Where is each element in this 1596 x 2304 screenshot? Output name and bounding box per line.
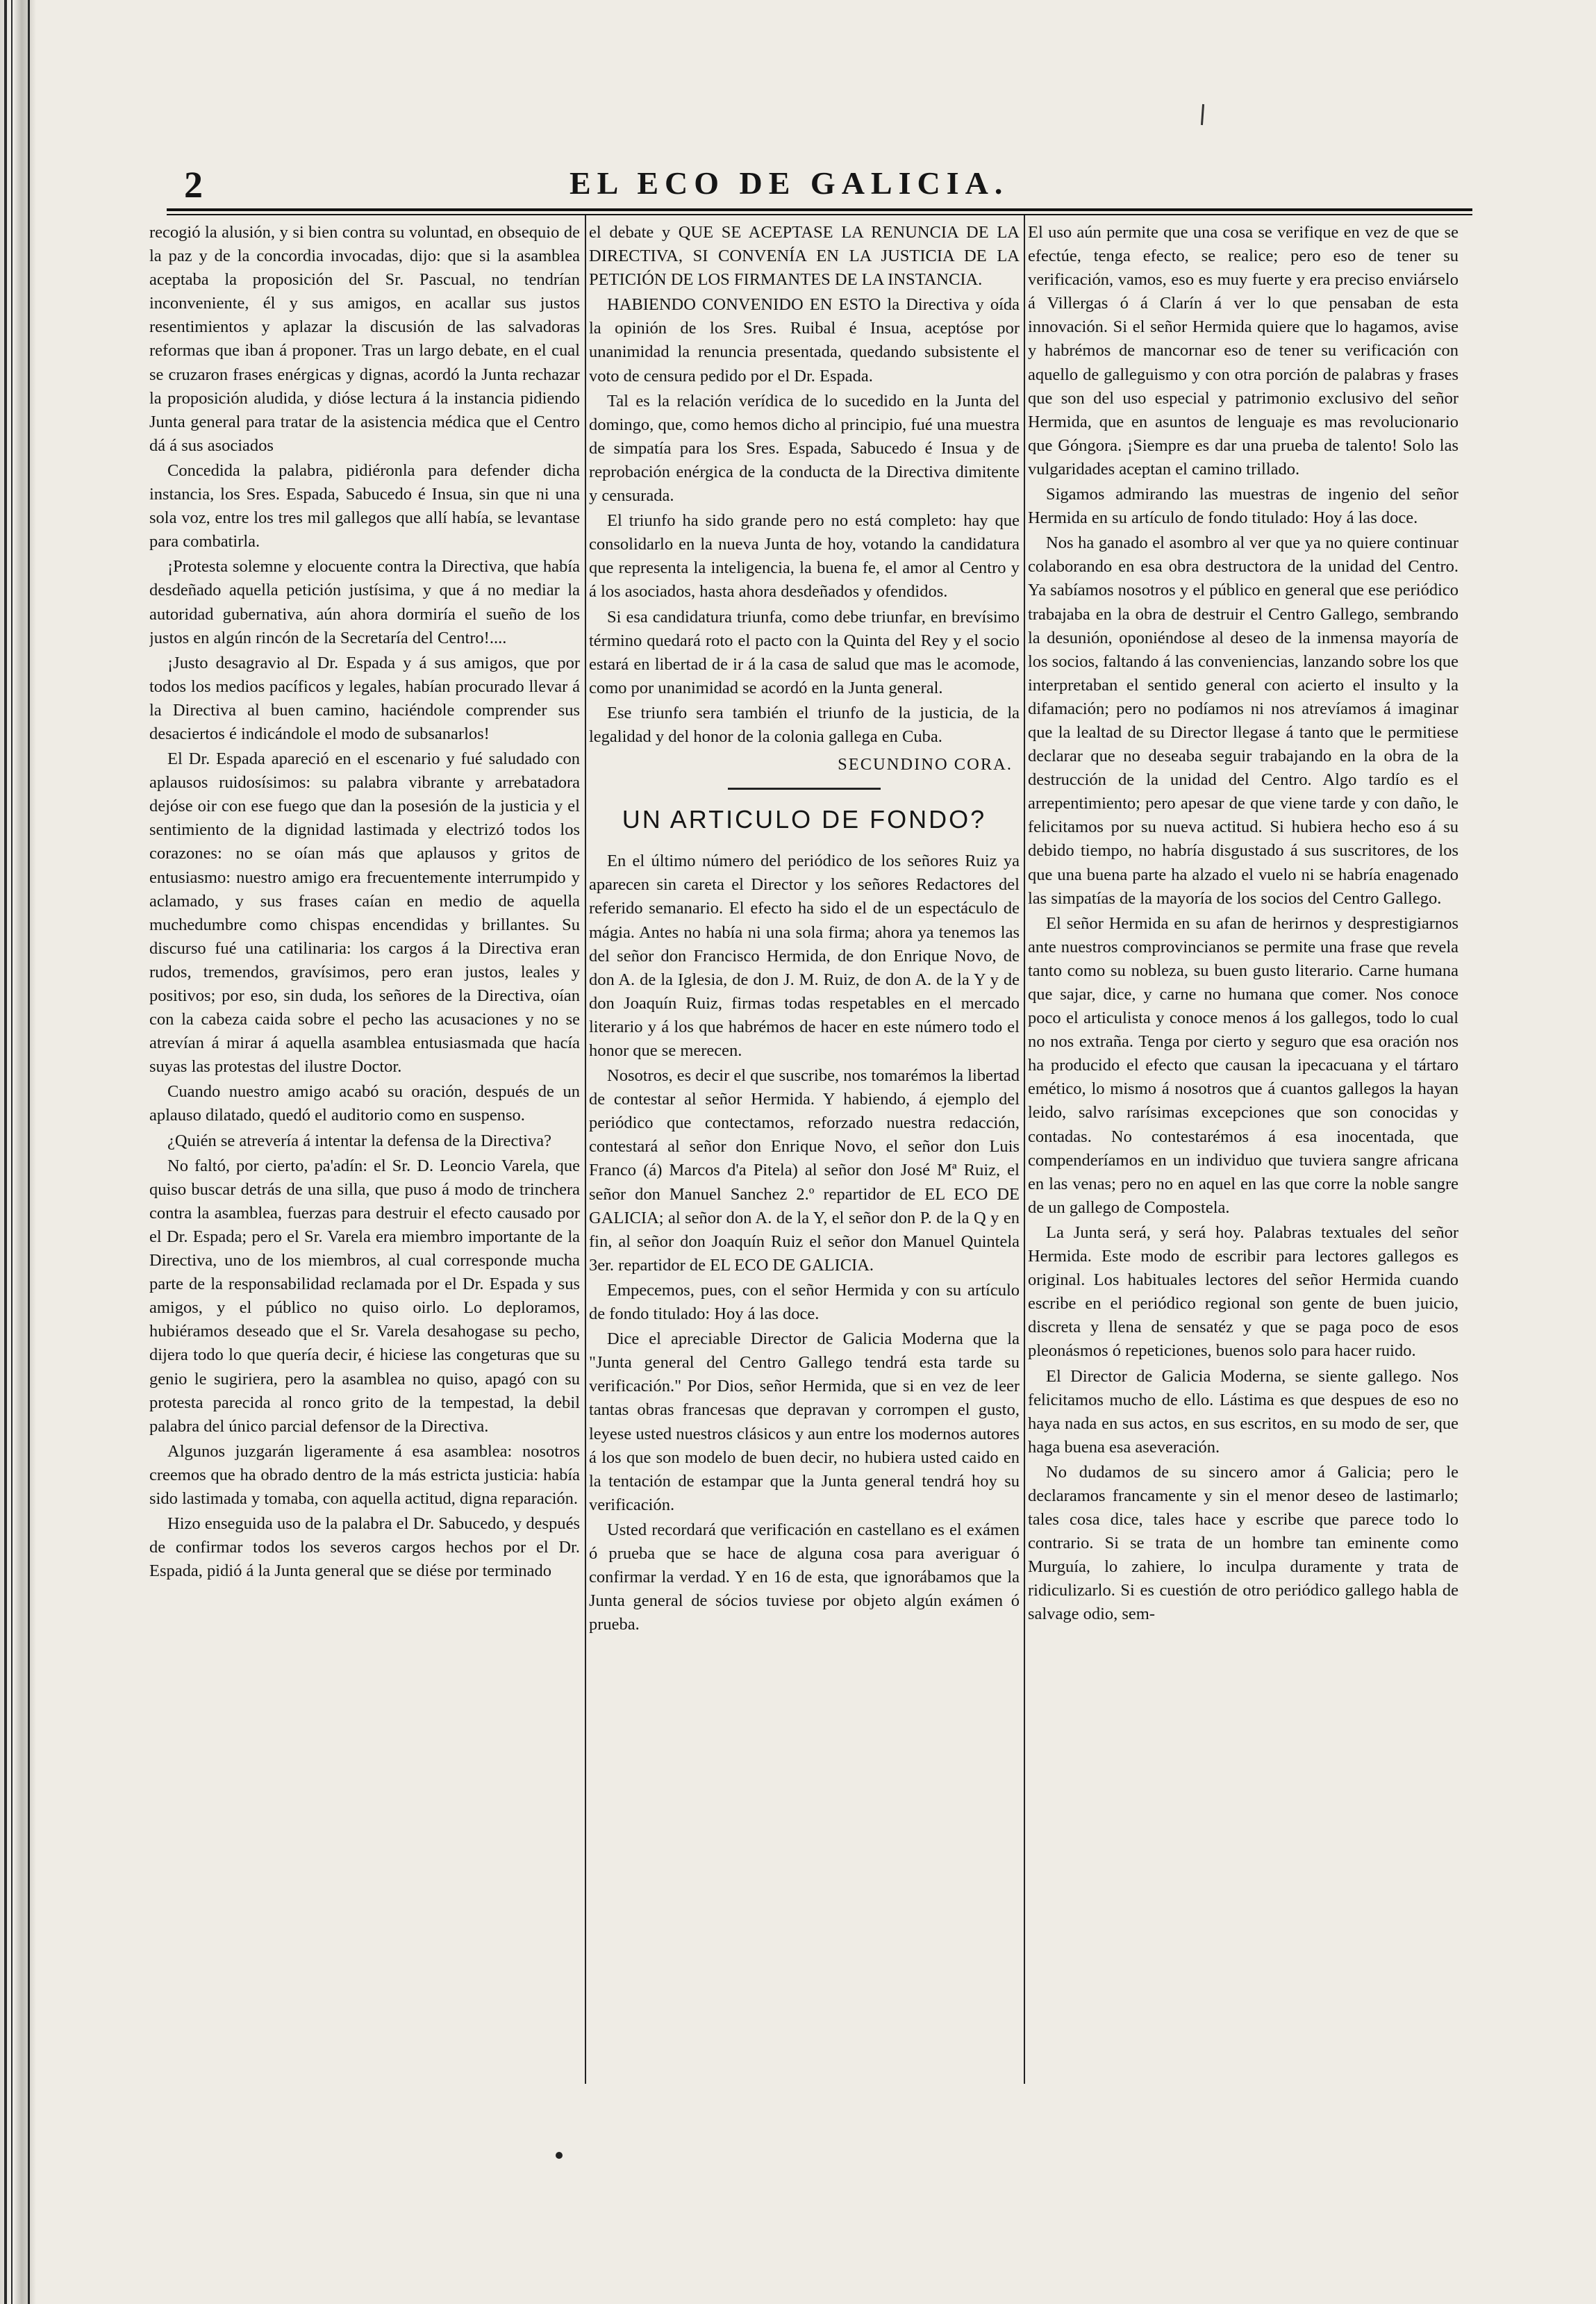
paragraph: recogió la alusión, y si bien contra su voluntad, en obsequio de la paz y de la concordia invocadas, dijo: que si la asamblea aceptaba la proposición del Sr. Pascual, no tendrían inconveniente, él y sus amigos, en acallar sus justos resentimientos y aplazar la discusión de las salvadoras reformas que iban á proponer. Tras un largo debate, en el cual se cruzaron frases enérgicas y dignas, acordó la Junta rechazar la proposición aludida, y dióse lectura á la instancia pidiendo Junta general para tratar de la asistencia médica que el Centro dá á sus asociados [149,223,580,455]
binding-line [4,0,7,2304]
binding-line [11,0,13,2304]
paragraph: El señor Hermida en su afan de herirnos y desprestigiarnos ante nuestros comprovincianos se permite una frase que revela tanto como su nobleza, su buen gusto literario. Carne humana que sajar, dice, y carne no humana que comer. Nos conoce poco el articulista y conoce menos á los gallegos, todo lo cual no nos extraña. Tenga por cierto y seguro que esa oración nos ha producido el efecto que causan la ipecacuana y el tártaro emético, lo mismo á nosotros que á cuantos gallegos la hayan leido, salvo rarísimas excepciones que son conocidas y contadas. No contestarémos á esa inocentada, que compenderíamos en un individuo que tuviera sangre africana en las venas; pero no en aquel en las que corre la noble sangre de un gallego de Compostela. [1028,913,1458,1217]
paragraph: No dudamos de su sincero amor á Galicia; pero le declaramos francamente y sin el menor deseo de lastimarlo; tales cosa dice, tales hace y escribe que parece todo lo contrario. Si se trata de un hombre tan eminente como Murguía, lo zahiere, lo inculpa duramente y trata de ridiculizarlo. Si es cuestión de otro periódico gallego habla de salvage odio, sem- [1028,1462,1458,1624]
masthead-title: EL ECO DE GALICIA. [570,165,1009,201]
paragraph: Nosotros, es decir el que suscribe, nos tomarémos la libertad de contestar al señor Hermida. Y habiendo, á ejemplo del periódico que contectamos, reforzado nuestra redacción, contestará al señor don Enrique Novo, el señor don Luis Franco (á) Marcos d'a Pitela) al señor don José Mª Ruiz, el señor don Manuel Sanchez 2.º repartidor de EL ECO DE GALICIA; al señor don A. de la Y, el señor don P. de la Q y en fin, al señor don Joaquín Ruiz el señor don Manuel Quintela 3er. repartidor de EL ECO DE GALICIA. [589,1066,1020,1275]
paragraph: Sigamos admirando las muestras de ingenio del señor Hermida en su artículo de fondo titulado: Hoy á las doce. [1028,485,1458,528]
paragraph: El Director de Galicia Moderna, se siente gallego. Nos felicitamos mucho de ello. Lástima es que despues de eso no haya nada en sus actos, en sus escritos, en su modo de ser, que haga buena esa aseveración. [1028,1366,1458,1457]
paragraph: El uso aún permite que una cosa se verifique en vez de que se efectúe, tenga efecto, se realice; pero eso de tener su verificación, vamos, eso es muy fuerte y era preciso enviárselo á Villergas ó á Clarín á ver lo que pensaban de esta innovación. Si el señor Hermida quiere que lo hagamos, avise y habrémos de mancornar eso de tener su verificación con aquello de galleguismo y con otra porción de palabras y frases que son del uso especial y patrimonio exclusivo del señor Hermida, que en asuntos de lenguaje es mas revolucionario que Góngora. ¡Siempre es dar una prueba de talento! Solo las vulgaridades aceptan el camino trillado. [1028,223,1458,479]
ink-spot [556,2152,563,2159]
paragraph: ¿Quién se atrevería á intentar la defensa de la Directiva? [167,1131,551,1150]
page-header [167,163,1472,205]
paragraph: El triunfo ha sido grande pero no está completo: hay que consolidarlo en la nueva Junta de hoy, votando la candidatura que representa la inteligencia, la buena fe, el amor al Centro y á los asociados, hasta ahora desdeñados y ofendidos. [589,511,1020,602]
paragraph: el debate y QUE SE ACEPTASE LA RENUNCIA DE LA DIRECTIVA, SI CONVENÍA EN LA JUSTICIA DE LA PETICIÓN DE LOS FIRMANTES DE LA INSTANCIA. [589,223,1020,290]
binding-line [28,0,30,2304]
paragraph: Ese triunfo sera también el triunfo de la justicia, de la legalidad y del honor de la colonia gallega en Cuba. [589,703,1020,746]
header-rule-thin [167,214,1472,215]
header-rule [167,208,1472,211]
column-divider [1024,215,1025,2084]
ink-mark [1201,104,1204,125]
page-number: 2 [184,164,203,206]
column-divider [585,215,586,2084]
column-3 [1028,221,1458,2082]
paragraph: No faltó, por cierto, pa'adín: el Sr. D. Leoncio Varela, que quiso buscar detrás de una silla, que puso á modo de trinchera contra la asamblea, fuerzas para destruir el efecto causado por el Dr. Espada; pero el Sr. Varela era miembro importante de la Directiva, uno de los miembros, al cual corresponde mucha parte de la responsabilidad reclamada por el Dr. Espada y sus amigos, y el público no quiso oirlo. Lo deploramos, hubiéramos deseado que el Sr. Varela desahogase su pecho, dijera todo lo que quería decir, é hiciese las congeturas que su genio le sugiriera, pero la asamblea no quiso, apagó con su protesta parecida al ronco grito de la tempestad, la debil palabra del único parcial defensor de la Directiva. [149,1156,580,1436]
paragraph: La Junta será, y será hoy. Palabras textuales del señor Hermida. Este modo de escribir para lectores gallegos es original. Los habituales lectores del señor Hermida cuando escribe en el periódico regional son gente de buen juicio, discreta y llena de sensatéz y que se paga poco de esos pleonásmos ó repeticiones, buenos solo para hacer ruido. [1028,1223,1458,1361]
article-signature: SECUNDINO CORA. [838,755,1013,774]
paragraph: Concedida la palabra, pidiéronla para defender dicha instancia, los Sres. Espada, Sabucedo é Insua, sin que ni una sola voz, entre los tres mil gallegos que allí había, se levantase para combatirla. [149,461,580,552]
column-2 [589,221,1020,2082]
paragraph: Si esa candidatura triunfa, como debe triunfar, en brevísimo término quedará roto el pacto con la Quinta del Rey y el socio estará en libertad de ir á la casa de salud que mas le acomode, como por unanimidad se acordó en la Junta general. [589,607,1020,697]
paragraph: Nos ha ganado el asombro al ver que ya no quiere continuar colaborando en esa obra destructora de la unidad del Centro. Ya sabíamos nosotros y el público en general que ese periódico trabajaba en la obra de destruir el Centro Gallego, sembrando la desunión, oponiéndose al deseo de la inmensa mayoría de los socios, faltando á las conveniencias, lanzando sobre los que interpretaban el sentido general con acierto el insulto y la difamación; pero no podíamos ni nos atrevíamos á imaginar que la lealtad de su Director llegase á tanto que le permitiese declarar que no deseaba seguir trabajando en la obra de la destrucción de la unidad del Centro. Algo tardío es el arrepentimiento; pero apesar de que viene tarde y con daño, le felicitamos por su nueva actitud. Si hubiera hecho eso á su debido tiempo, no habría disgustado á sus suscritores, de los que una buena parte ha alzado el vuelo ni se habría enagenado las simpatías de la mayoría de los socios del Centro Gallego. [1028,533,1458,908]
paragraph: HABIENDO CONVENIDO EN ESTO la Directiva y oída la opinión de los Sres. Ruibal é Insua, aceptóse por unanimidad la renuncia presentada, quedando subsistente el voto de censura pedido por el Dr. Espada. [589,295,1020,386]
section-divider [728,788,881,790]
paragraph: Algunos juzgarán ligeramente á esa asamblea: nosotros creemos que ha obrado dentro de la más estricta justicia: había sido lastimada y tomaba, con aquella actitud, digna reparación. [149,1441,580,1508]
paragraph: Empecemos, pues, con el señor Hermida y con su artículo de fondo titulado: Hoy á las doce. [589,1280,1020,1324]
paragraph: ¡Protesta solemne y elocuente contra la Directiva, que había desdeñado aquella petición justísima, y que á no mediar la autoridad gubernativa, aún ahora dormiría el sueño de los justos en algún rincón de la Secretaría del Centro!.... [149,557,580,647]
column-1 [149,221,580,2082]
binding-edge [0,0,36,2304]
paragraph: Usted recordará que verificación en castellano es el exámen ó prueba que se hace de alguna cosa para averiguar ó confirmar la verdad. Y en 16 de esta, que ignorábamos que la Junta general de sócios tuviese por objeto algún exámen ó prueba. [589,1520,1020,1634]
paragraph: Cuando nuestro amigo acabó su oración, después de un aplauso dilatado, quedó el auditorio como en suspenso. [149,1082,580,1125]
section-title: UN ARTICULO DE FONDO? [622,805,987,834]
paragraph: En el último número del periódico de los señores Ruiz ya aparecen sin careta el Director y los señores Redactores del referido semanario. El efecto ha sido el de un espectáculo de mágia. Antes no había ni una sola firma; ahora ya tenemos las del señor don Francisco Hermida, de don Enrique Novo, de don A. de la Iglesia, de don J. M. Ruiz, de don A. de la Y y de don Joaquín Ruiz, firmas todas respetables en el mercado literario y á los que habrémos de hacer en este número todo el honor que se merecen. [589,852,1020,1060]
paragraph: Tal es la relación verídica de lo sucedido en la Junta del domingo, que, como hemos dicho al principio, fué una muestra de simpatía para los Sres. Espada, Sabucedo é Insua y de reprobación enérgica de la conducta de la Directiva dimitente y censurada. [589,391,1020,506]
paragraph: Dice el apreciable Director de Galicia Moderna que la "Junta general del Centro Gallego tendrá esta tarde su verificación." Por Dios, señor Hermida, que si en vez de leer tantas obras francesas que depravan y corrompen el gusto, leyese usted nuestros clásicos y aun entre los modernos autores á los que son modelo de buen decir, no hubiera usted caido en la tentación de estampar que la Junta general tendrá hoy su verificación. [589,1329,1020,1514]
paragraph: El Dr. Espada apareció en el escenario y fué saludado con aplausos ruidosísimos: su palabra vibrante y arrebatadora dejóse oir con ese fuego que dan la posesión de la justicia y el sentimiento de la dignidad lastimada y electrizó todos los corazones: no se oían más que aplausos y gritos de entusiasmo: nuestro amigo era frecuentemente interrumpido y aclamado, y sus frases caían en medio de aquella muchedumbre como chispas encendidas y brillantes. Su discurso fué una catilinaria: los cargos á la Directiva eran rudos, tremendos, gravísimos, pero eran justos, leales y positivos; por eso, sin duda, los señores de la Directiva, oían con la cabeza caida sobre el pecho las acusaciones y no se atrevían á mirar á aquella asamblea entusiasmada que hacía suyas las protestas del ilustre Doctor. [149,749,580,1077]
paragraph: ¡Justo desagravio al Dr. Espada y á sus amigos, que por todos los medios pacíficos y legales, habían procurado llevar á la Directiva al buen camino, haciéndole comprender sus desaciertos é indicándole el modo de subsanarlos! [149,653,580,743]
paragraph: Hizo enseguida uso de la palabra el Dr. Sabucedo, y después de confirmar todos los severos cargos hechos por el Dr. Espada, pidió á la Junta general que se diése por terminado [149,1514,580,1581]
